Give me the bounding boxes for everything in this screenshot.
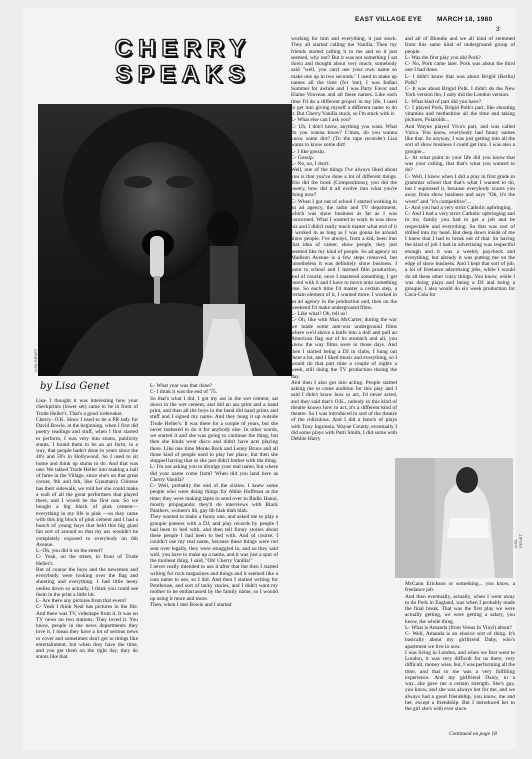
- article-column-4: and all of Blondie and we all kind of stemmed from this same kind of underground group of people. L- Was the first play you did Pork? C- No, Pork came later. Pork was about the third one I had done. L- I didn't know that was about Brigid (Berlin) Polk? C- It was about Brigid Polk. I didn't do the New York version tho, I only did the London version. L- What kind of part did you have? C- I played Pork, Brigid Polk's part, like shooting vitamins and methedrine all the time and taking pictures, Polaroids... And Wayne played Viva's part, and was called Vulva. You know, everybody had funny names like that. So anyway, I was just getting into all the sort of show business I could get into. I was also a groupie... L- At what point in your life did you know that was your calling, that that's what you wanted to do? C- Well, I knew when I did a play in first grade in grammar school that that's what I wanted to do, but I supressed it, because everybody scares you away from show business and says "Oh, it's the worst" and "it's competitive"... L- And you had a very strict Catholic upbringing. C- And I had a very strict Catholic upbringing and in my family you had to get a job and be respectable and everything. So that was sort of drilled into my head. But deep down inside of me I knew that I had to break out of that. So having the kind of job I had in advertising was respectful enough and it was a weekly paycheck and everything, but already it was putting me on the edge of show business. And I kept that sort of job, a lot of freelance advertising jobs, while I would do all these other crazy things. You know, while I was doing plays and being a DJ and being a groupie, I also would do six week production for Coca-Cola for: [405, 36, 515, 299]
- page-number: 3: [496, 26, 500, 33]
- headline-line-1: CHERRY: [114, 35, 252, 62]
- photo-credit-1: LISA GENET: [33, 348, 38, 372]
- photo-credit-2: LISA GENET: [513, 534, 523, 548]
- publication-name: EAST VILLAGE EYE: [355, 16, 422, 23]
- photo-figure-in-lingerie: [395, 458, 513, 578]
- inset-photo: [395, 458, 513, 578]
- page-header: [22, 16, 516, 33]
- article-column-5: McCann Erickson or something... you know, a freelance job. And then eventually, actually, when I went away to do Pork in England, was when I probably made the final break. That was the first play we were actually getting, we were getting a salary, you know, the whole thing. L- What is Amanda (from Venus In Vinyl) about? C- Well, Amanda is an elusive sort of thing. It's basically about my girlfriend Dahy, who's apartment we live in now. I was living in London, and when we first went to London, it was very difficult for us there, very difficult, money wise, but, I was performing all the time, and that to me was a very fulfilling experience. And my girlfriend Daisy, in a way...she gave me a certain strength. She's gay, you know, and she was always hot for me, and we always had a good friendship, you know, me and her, except a friendship. But I introduced her to the girl she's with ever since.: [405, 581, 515, 712]
- issue-date: MARCH 18, 1980: [437, 16, 493, 23]
- continued-notice: Continued on page 18: [449, 731, 497, 737]
- photo-singer-with-microphone: [38, 104, 292, 376]
- article-column-3: working for him and everything, it just stuck. They all started calling me Vanilla. Then my friends started calling it to me and so it just seemed, why not? But it was not something I sat down and thought about very much; somebody said "well, you can't use your own name so make one up in two seconds." I used to make up names all the time (for 'me), I was Indian Summer for awhile and I was Party Favor and Elaine Vouveau and all these names. Like each time I'd do a different project in my life, I used to get into giving myself a different name to do it. But Cherry Vanilla stuck, so I'm stuck with it. L- What else can I ask you? C- Uh, I don't know, anything you want. What do you wanna know? C'mon, do you wanna know some dirt? (To the tape recorder) Lisa wants to know some dirt! L- I like gossip. C- Gossip. L- No, no, I don't. Well, one of the things I've always liked about you is that you've done a lot of different things. You did the book (Compositions), you did the poetry, how did it all evolve into what you're doing now? C- When I got out of school I started working in an ad agency, the radio and TV department, which was show business as far as I was concerned. What I wanted to work in was show biz and I didn't really much matter what end of it I worked in as long as I was gonna be around show people. I've always, from a kid, been into that idea of career, show people, they just seemed like my kind of people. So ad agency on Madison Avenue is a few steps removed, but nonetheless it was definitely show business. I went to school and I learned film production, and of course, once I mastered something, I get bored with it and I have to move onto something else. So each time I'd master a certain step, a certain element of it, I wanted more. I worked in an ad agency in the production end, then on the weekend I'd make underground films. L- Like what? Oh, tell us! C- Oh, like with Max McCarter, during the war we made some anti-war underground films where we'd shove a knife into a doll and pull an American flag out of its stomach and all, you know the way films were in those days. And then I started being a DJ in clubs, I hung out there a lot, and I liked music and everything, so I would do that part time a couple of nights a week, still doing the TV production during the day. And then I also got into acting. People started asking me to come audition for this play and I said I didn't know how to act, I'd never acted, and they said that's O.K., nobody in this kind of theatre knows how to act, it's a different kind of theatre. So I was introduced to sort of the theatre of the ridiculous. And I did a bunch of plays with Tony Ingrassia, Wayne County, eventually I did some plays with Patti Smith, I did some with Debbie Harry: [291, 36, 397, 442]
- headline-line-2: SPEAKS: [115, 61, 251, 88]
- byline: by Lisa Genet: [40, 381, 110, 392]
- article-column-2: L- What year was that done? C- I think it was the end of '75. So that's what I did, I got my ass in the wet cement, sat down in the wet cement, and did an ass print and a hand print, and then all the boys in the band did hand prints and stuff and I signed my name. And they hung it up outside Trude Heller's. It was there for a couple of years, but she never bothered to do it for anybody else. In other words, we started it and she was going to continue the thing, but then she kinda went disco and didn't have acts playing there. Like one time Monte Rock and Lenny Bruce and all those kind of people used to play her place, but then she stopped having that so she just didn't bother with the thing. L- I'm not asking you to divulge your real name, but where did your name come from? When did you land here as Cherry Vanilla? C- Well, probably the end of the sixties. I knew some people who were doing things for Abbie Hoffman at the time; they were making tapes to send over to Radio Hanoi, mostly propaganda: they'd do interviews with Black Panthers, women's lib, gay lib blah blah blah. They wanted to make a funny one, and asked me to play a groupie poetess with a DJ, and play records by people I had been to bed with, and then tell funny stories about these people I had been to bed with. And of course, I couldn't use my real name, because these things were not sent over legally, they were smuggled in, and so they said well, you have to make up a name, and it was just a spur of the moment thing. I said, "Oh! Cherry Vanilla!" I never really intended to use it after that but then I started writing for rock magazines and things and it seemed like a cute name to use, so I did. And then I started writing for Penthouse, and sort of tacky stories, and I didn't want my mother to be embarrassed by the family name, so I wound up using it more and more. Then, when I met Bowie and I started: [150, 383, 278, 608]
- article-column-1: Lisa- I thought it was interesting how your checkprints (lower set) came to be in front of Trude Heller's. That's a good icebreaker. Cherry- O.K. Since I used to be a PR lady for David Bowie, at the beginning, when I first did poetry readings and stuff, when I first started to perform, I was very into stunts, publicity stunts. I found them to be an art form, in a way, that people hadn't done in years since the 40's and 50's in Hollywood. So I used to sit home and think up stunts to do. And that was one. We talked Trude Heller into making a hall of fame in the Village, since she's on that great corner, 9th and 6th, like Grauman's Chinese has their sidewalk, we told her she could make a wall of all the great performers that played there, and I would be the first one. So we bought a big block of pink cement—everything in my life is pink —so they came with this big block of pink cement and I had a bunch of young boys that held this big giant fan sort of around so that my ass wouldn't be completely exposed to everybody on 6th Avenue. L- Oh, you did it on the street? C- Yeah, on the street, in front of Trude Heller's. But of course the boys and the newsmen and everybody were looking over the flag and shooting and everything. I had little teeny undies down so actually, I think you could see them in the print a little bit. L- Are there any pictures from that event? C- Yeah I think Neal has pictures in the file. And there was TV, videotape from it. It was on TV news on two stations. They loved it. You know, people in the news departments they love it, I mean they have a lot of serious news to cover and sometimes don't get to things like entertainment, but when they have the time, and you get them on the right day, they do stunts like that.: [36, 398, 138, 661]
- main-photo: [38, 104, 292, 376]
- headline: [88, 36, 278, 88]
